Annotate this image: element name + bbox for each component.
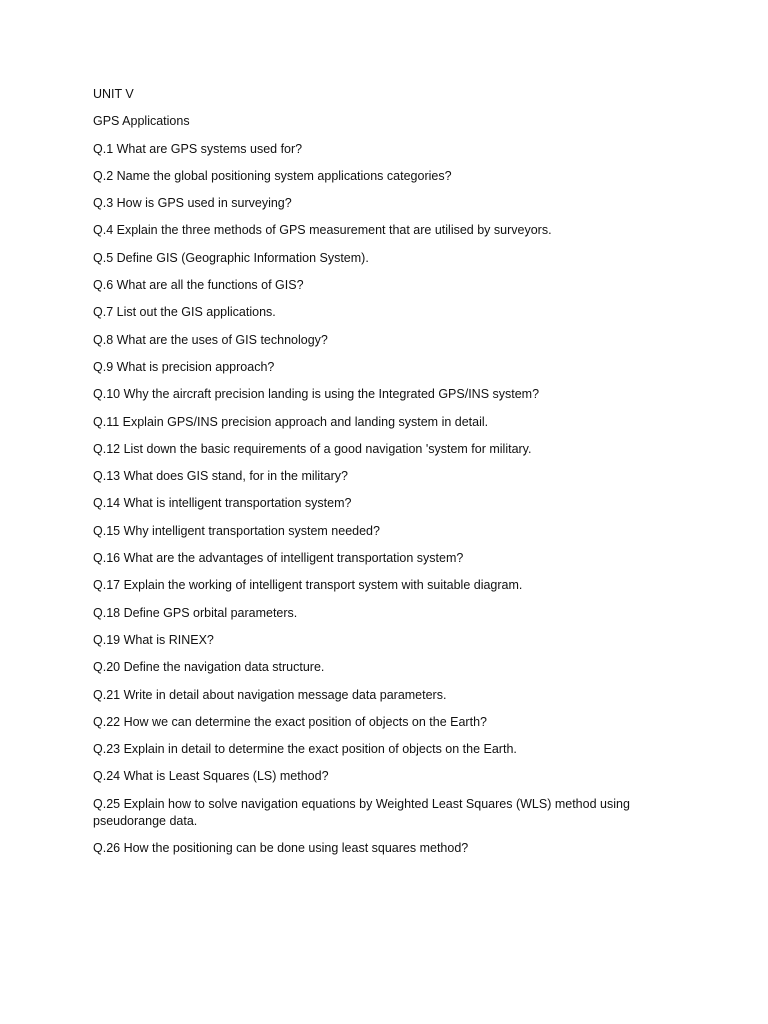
question-item: Q.25 Explain how to solve navigation equations by Weighted Least Squares (WLS) method using pseudorange data. <box>93 796 630 828</box>
question-item: Q.20 Define the navigation data structure. <box>93 660 325 675</box>
question-item: Q.14 What is intelligent transportation system? <box>93 496 352 511</box>
question-item: Q.9 What is precision approach? <box>93 359 275 374</box>
question-item: Q.6 What are all the functions of GIS? <box>93 278 304 293</box>
question-item: Q.3 How is GPS used in surveying? <box>93 196 292 211</box>
question-item: Q.1 What are GPS systems used for? <box>93 141 303 156</box>
question-item: Q.12 List down the basic requirements of a good navigation 'system for military. <box>93 441 532 456</box>
question-item: Q.4 Explain the three methods of GPS measurement that are utilised by surveyors. <box>93 223 552 238</box>
question-item: Q.2 Name the global positioning system applications categories? <box>93 168 452 183</box>
question-item: Q.5 Define GIS (Geographic Information System). <box>93 250 369 265</box>
unit-heading: UNIT V <box>93 87 134 101</box>
question-item: Q.24 What is Least Squares (LS) method? <box>93 769 329 784</box>
question-item: Q.16 What are the advantages of intelligent transportation system? <box>93 551 464 566</box>
question-item: Q.10 Why the aircraft precision landing is using the Integrated GPS/INS system? <box>93 387 540 402</box>
section-title: GPS Applications <box>93 114 190 129</box>
question-item: Q.26 How the positioning can be done using least squares method? <box>93 841 469 856</box>
question-item: Q.18 Define GPS orbital parameters. <box>93 605 298 620</box>
question-item: Q.7 List out the GIS applications. <box>93 305 276 320</box>
document-content <box>93 86 673 867</box>
question-item: Q.21 Write in detail about navigation message data parameters. <box>93 687 447 702</box>
question-item: Q.15 Why intelligent transportation system needed? <box>93 523 380 538</box>
question-item: Q.23 Explain in detail to determine the exact position of objects on the Earth. <box>93 742 517 757</box>
question-item: Q.22 How we can determine the exact position of objects on the Earth? <box>93 714 487 729</box>
question-item: Q.11 Explain GPS/INS precision approach and landing system in detail. <box>93 414 489 429</box>
question-item: Q.13 What does GIS stand, for in the military? <box>93 469 348 484</box>
question-item: Q.17 Explain the working of intelligent transport system with suitable diagram. <box>93 578 523 593</box>
question-item: Q.19 What is RINEX? <box>93 632 214 647</box>
question-item: Q.8 What are the uses of GIS technology? <box>93 332 328 347</box>
